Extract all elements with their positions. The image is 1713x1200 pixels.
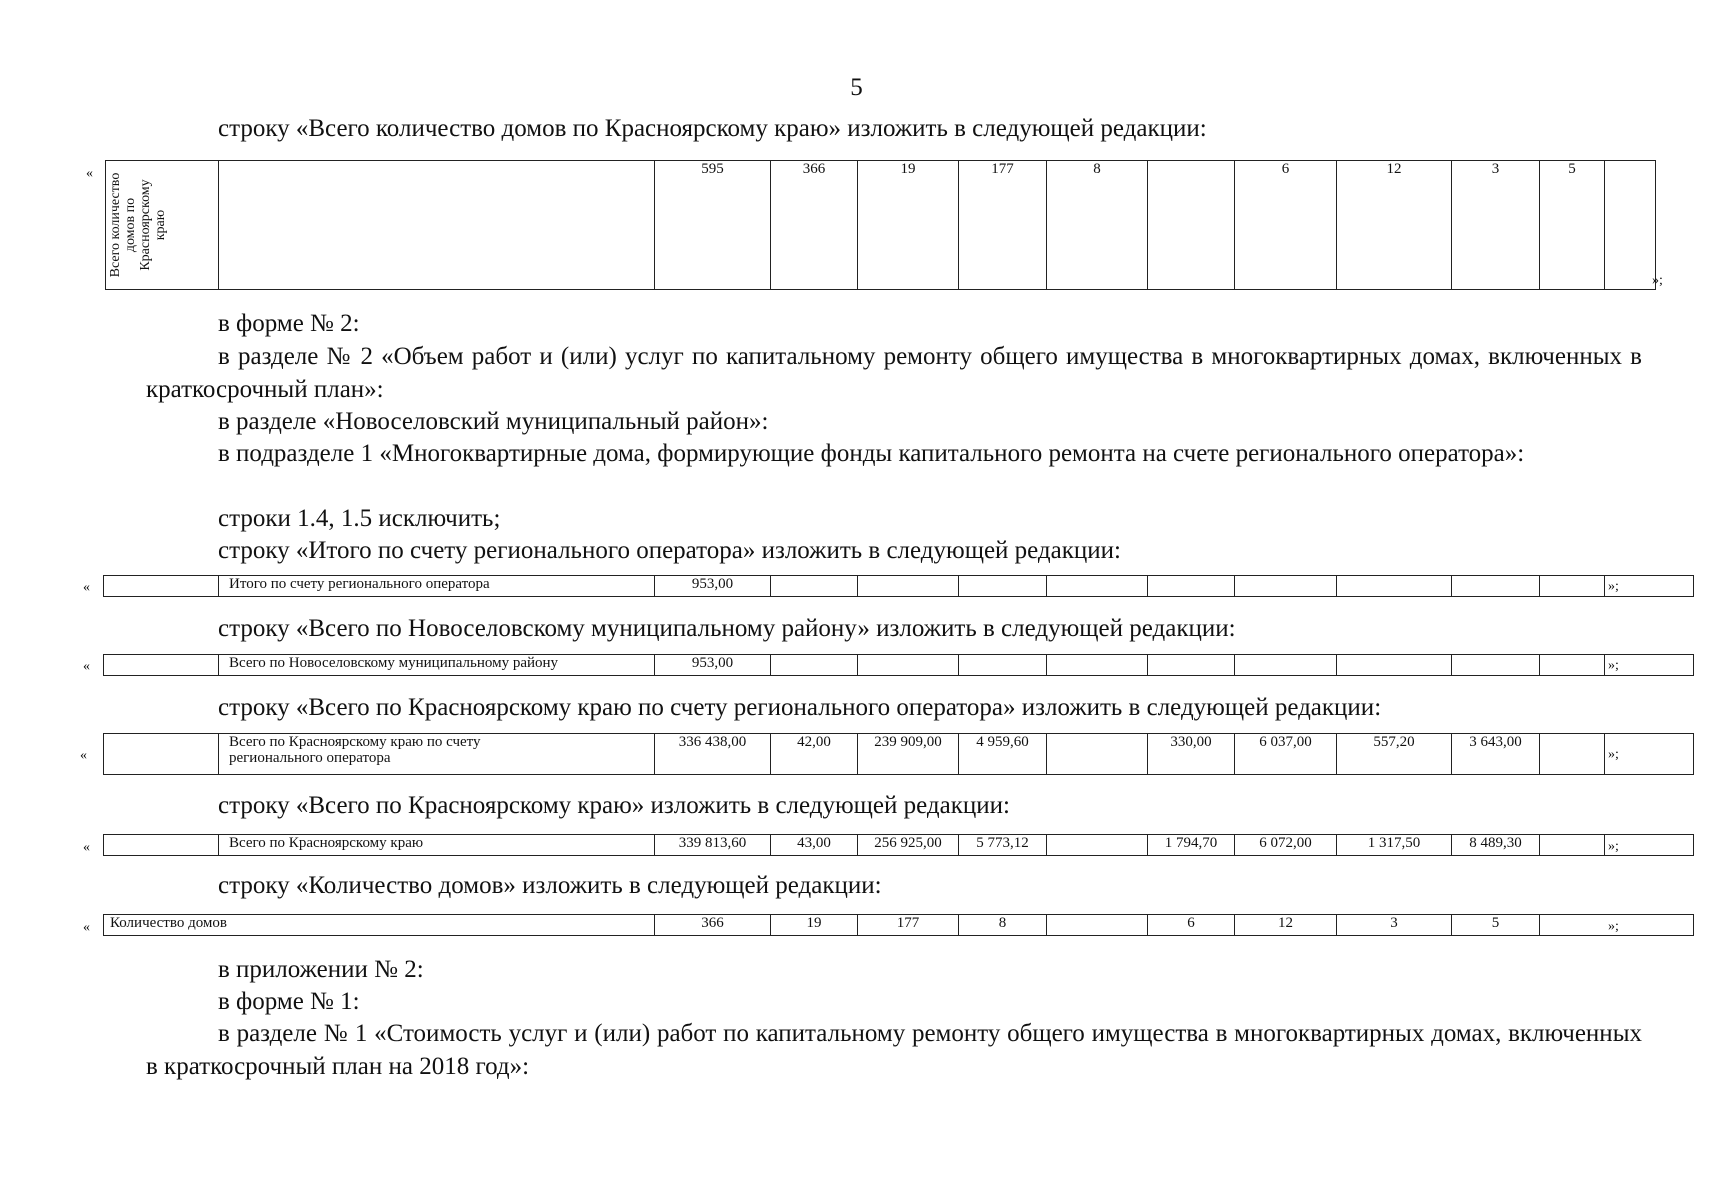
table-cell <box>959 655 1047 676</box>
close-quote: »; <box>1608 919 1619 934</box>
table-krai-regop <box>103 733 1694 775</box>
table-krai-total <box>103 834 1694 856</box>
open-quote: « <box>80 748 87 763</box>
table-cell: 19 <box>858 161 959 290</box>
table-cell <box>1148 161 1235 290</box>
table-cell <box>1540 734 1605 775</box>
table-cell: 8 489,30 <box>1452 835 1540 856</box>
paragraph-rows-exclude: строки 1.4, 1.5 исключить; <box>218 505 501 532</box>
table-cell <box>1047 835 1148 856</box>
table-cell: 42,00 <box>771 734 858 775</box>
empty-cell <box>104 835 219 856</box>
table-cell <box>1148 576 1235 597</box>
table-cell: 3 <box>1337 915 1452 936</box>
row-label: Всего количество домов по Красноярскому краю <box>108 172 168 278</box>
table-cell: 8 <box>1047 161 1148 290</box>
paragraph-form-2: в форме № 2: <box>218 310 360 337</box>
paragraph-novoselovo-section: в разделе «Новоселовский муниципальный район»: <box>218 408 769 435</box>
table-row <box>104 734 1694 775</box>
close-quote: »; <box>1608 658 1619 673</box>
close-quote: »; <box>1608 747 1619 762</box>
table-house-count <box>103 914 1694 936</box>
table-cell: 5 <box>1540 161 1605 290</box>
table-cell: 256 925,00 <box>858 835 959 856</box>
table-cell: 1 317,50 <box>1337 835 1452 856</box>
table-cell <box>1235 576 1337 597</box>
table-cell: 19 <box>771 915 858 936</box>
paragraph-itogo-intro: строку «Итого по счету регионального оператора» изложить в следующей редакции: <box>218 537 1121 564</box>
paragraph-section-1-cost: в разделе № 1 «Стоимость услуг и (или) работ по капитальному ремонту общего имущества в многоквартирных домах, включенных в краткосрочный план на 2018 год»: <box>146 1020 1642 1080</box>
table-cell: 5 773,12 <box>959 835 1047 856</box>
table-cell: 5 <box>1452 915 1540 936</box>
table-cell: 366 <box>771 161 858 290</box>
table-cell: 330,00 <box>1148 734 1235 775</box>
close-quote: »; <box>1652 273 1663 288</box>
paragraph-total-houses-intro: строку «Всего количество домов по Красноярскому краю» изложить в следующей редакции: <box>218 115 1207 142</box>
table-cell <box>1047 734 1148 775</box>
table-cell <box>1540 835 1605 856</box>
table-cell: 595 <box>655 161 771 290</box>
table-cell: 1 794,70 <box>1148 835 1235 856</box>
close-quote: »; <box>1608 579 1619 594</box>
paragraph-appendix-2: в приложении № 2: <box>218 956 424 983</box>
open-quote: « <box>83 580 90 595</box>
table-cell <box>1047 576 1148 597</box>
table-cell: 3 643,00 <box>1452 734 1540 775</box>
table-cell <box>1452 655 1540 676</box>
table-row <box>104 835 1694 856</box>
paragraph-krai-regop-intro: строку «Всего по Красноярскому краю по счету регионального оператора» изложить в следующей редакции: <box>218 694 1382 721</box>
table-cell <box>771 655 858 676</box>
empty-cell <box>104 655 219 676</box>
paragraph-house-count-intro: строку «Количество домов» изложить в следующей редакции: <box>218 872 882 899</box>
table-cell: 339 813,60 <box>655 835 771 856</box>
table-cell: 6 072,00 <box>1235 835 1337 856</box>
table-cell: 336 438,00 <box>655 734 771 775</box>
row-label: Количество домов <box>104 915 655 936</box>
table-row <box>104 655 1694 676</box>
table-row <box>104 915 1694 936</box>
open-quote: « <box>83 840 90 855</box>
paragraph-novoselovo-total-intro: строку «Всего по Новоселовскому муниципальному району» изложить в следующей редакции: <box>218 615 1236 642</box>
table-cell <box>1148 655 1235 676</box>
table-cell: 4 959,60 <box>959 734 1047 775</box>
table-cell: 953,00 <box>655 576 771 597</box>
close-quote: »; <box>1608 839 1619 854</box>
table-cell: 12 <box>1235 915 1337 936</box>
row-label: Всего по Красноярскому краю <box>219 835 655 856</box>
empty-cell <box>104 734 219 775</box>
table-cell: 239 909,00 <box>858 734 959 775</box>
open-quote: « <box>83 659 90 674</box>
table-cell: 12 <box>1337 161 1452 290</box>
row-label: Всего по Красноярскому краю по счету регионального оператора <box>219 734 655 775</box>
table-cell <box>771 576 858 597</box>
paragraph-section-2: в разделе № 2 «Объем работ и (или) услуг по капитальному ремонту общего имущества в многоквартирных домах, включенных в краткосрочный план»: <box>146 343 1642 403</box>
open-quote: « <box>83 920 90 935</box>
paragraph-krai-total-intro: строку «Всего по Красноярскому краю» изложить в следующей редакции: <box>218 792 1010 819</box>
table-cell: 557,20 <box>1337 734 1452 775</box>
table-cell <box>1540 576 1605 597</box>
page-number: 5 <box>850 74 863 101</box>
table-cell: 6 <box>1235 161 1337 290</box>
table-cell <box>858 576 959 597</box>
table-cell: 6 037,00 <box>1235 734 1337 775</box>
table-row <box>104 576 1694 597</box>
row-label: Всего по Новоселовскому муниципальному району <box>219 655 655 676</box>
table-cell: 6 <box>1148 915 1235 936</box>
table-row <box>106 161 1656 290</box>
table-cell <box>1605 161 1656 290</box>
table-cell <box>1337 655 1452 676</box>
table-cell: 43,00 <box>771 835 858 856</box>
table-cell: 177 <box>959 161 1047 290</box>
row-label-cell <box>106 161 219 290</box>
open-quote: « <box>86 166 93 181</box>
table-cell: 366 <box>655 915 771 936</box>
table-cell <box>1235 655 1337 676</box>
table-total-houses <box>105 160 1656 290</box>
empty-cell <box>104 576 219 597</box>
table-cell: 3 <box>1452 161 1540 290</box>
table-cell <box>1452 576 1540 597</box>
empty-cell <box>219 161 655 290</box>
paragraph-form-1: в форме № 1: <box>218 988 360 1015</box>
table-cell: 953,00 <box>655 655 771 676</box>
table-cell <box>959 576 1047 597</box>
table-cell <box>1047 915 1148 936</box>
paragraph-subsection-1: в подразделе 1 «Многоквартирные дома, формирующие фонды капитального ремонта на счете регионального оператора»: <box>218 440 1525 467</box>
table-cell <box>858 655 959 676</box>
table-cell <box>1047 655 1148 676</box>
table-novoselovo-total <box>103 654 1694 676</box>
table-itogo-regop <box>103 575 1694 597</box>
table-cell: 8 <box>959 915 1047 936</box>
table-cell <box>1540 655 1605 676</box>
table-cell: 177 <box>858 915 959 936</box>
table-cell <box>1337 576 1452 597</box>
row-label: Итого по счету регионального оператора <box>219 576 655 597</box>
